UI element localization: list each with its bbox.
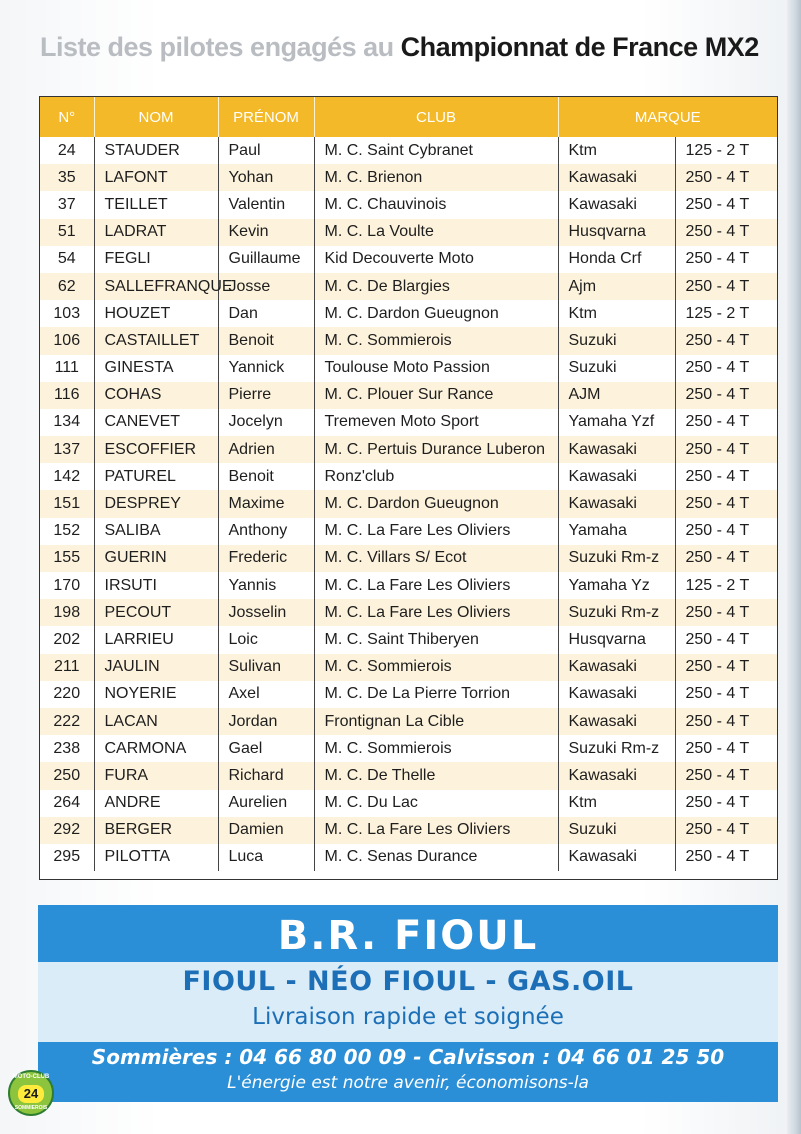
cell-brand: Husqvarna [558,626,675,653]
badge-top-text: MOTO-CLUB [12,1074,50,1080]
cell-brand: Kawasaki [558,654,675,681]
header-name: NOM [94,97,218,137]
table-header-row [40,97,777,137]
cell-name: SALLEFRANQUE [94,273,218,300]
table-row [40,409,777,436]
cell-number: 222 [40,708,94,735]
cell-club: M. C. Dardon Gueugnon [314,490,558,517]
cell-brand: Kawasaki [558,436,675,463]
cell-number: 250 [40,762,94,789]
cell-club: M. C. Chauvinois [314,191,558,218]
cell-name: SALIBA [94,518,218,545]
cell-club: M. C. Sommierois [314,327,558,354]
cell-club: M. C. Dardon Gueugnon [314,300,558,327]
table-row [40,844,777,871]
cell-brand: Ajm [558,273,675,300]
cell-firstname: Richard [218,762,314,789]
cell-number: 151 [40,490,94,517]
cell-firstname: Damien [218,817,314,844]
table-row [40,572,777,599]
cell-club: M. C. Senas Durance [314,844,558,871]
table-row [40,490,777,517]
cell-name: PECOUT [94,599,218,626]
cell-brand: Ktm [558,300,675,327]
table-row [40,626,777,653]
ad-brand: B.R. FIOUL [277,913,539,959]
cell-brand: Suzuki Rm-z [558,735,675,762]
ad-slogan: L'énergie est notre avenir, économisons-la [227,1073,589,1093]
cell-engine: 250 - 4 T [675,599,777,626]
cell-number: 106 [40,327,94,354]
cell-club: M. C. Brienon [314,164,558,191]
cell-brand: Kawasaki [558,681,675,708]
cell-club: M. C. Sommierois [314,735,558,762]
title-part-2: Championnat de France MX2 [400,32,759,62]
cell-engine: 125 - 2 T [675,572,777,599]
cell-engine: 250 - 4 T [675,762,777,789]
cell-number: 238 [40,735,94,762]
cell-engine: 250 - 4 T [675,518,777,545]
cell-name: GUERIN [94,545,218,572]
header-brand: MARQUE [558,97,777,137]
cell-engine: 250 - 4 T [675,708,777,735]
table-row [40,708,777,735]
cell-club: M. C. Du Lac [314,790,558,817]
cell-number: 170 [40,572,94,599]
advertisement [38,905,778,1102]
cell-engine: 250 - 4 T [675,382,777,409]
cell-firstname: Jordan [218,708,314,735]
cell-firstname: Adrien [218,436,314,463]
cell-brand: Yamaha Yzf [558,409,675,436]
table-row [40,191,777,218]
ad-phones: Sommières : 04 66 80 00 09 - Calvisson : 04 66 01 25 50 [91,1045,725,1069]
cell-firstname: Dan [218,300,314,327]
table-row [40,382,777,409]
cell-number: 62 [40,273,94,300]
cell-number: 116 [40,382,94,409]
cell-number: 220 [40,681,94,708]
cell-name: CARMONA [94,735,218,762]
cell-engine: 250 - 4 T [675,626,777,653]
cell-brand: Honda Crf [558,246,675,273]
cell-club: M. C. De La Pierre Torrion [314,681,558,708]
riders-table [39,96,778,880]
cell-club: Frontignan La Cible [314,708,558,735]
cell-engine: 250 - 4 T [675,681,777,708]
cell-name: CANEVET [94,409,218,436]
table-row [40,463,777,490]
table-row [40,518,777,545]
cell-name: PILOTTA [94,844,218,871]
ad-products: FIOUL - NÉO FIOUL - GAS.OIL [182,966,634,997]
cell-name: LARRIEU [94,626,218,653]
table-row [40,273,777,300]
cell-engine: 250 - 4 T [675,490,777,517]
cell-name: HOUZET [94,300,218,327]
cell-name: STAUDER [94,137,218,164]
table-body [40,137,777,871]
cell-number: 103 [40,300,94,327]
cell-club: M. C. La Voulte [314,219,558,246]
cell-brand: Suzuki Rm-z [558,545,675,572]
cell-brand: Suzuki [558,817,675,844]
badge-bottom-text: SOMMIEROIS [14,1105,48,1111]
table-row [40,300,777,327]
cell-number: 134 [40,409,94,436]
cell-name: COHAS [94,382,218,409]
cell-firstname: Axel [218,681,314,708]
cell-firstname: Frederic [218,545,314,572]
cell-firstname: Maxime [218,490,314,517]
table-row [40,817,777,844]
header-club: CLUB [314,97,558,137]
cell-engine: 250 - 4 T [675,790,777,817]
page-number: 24 [18,1085,44,1103]
cell-club: Toulouse Moto Passion [314,355,558,382]
cell-name: LAFONT [94,164,218,191]
cell-firstname: Yannis [218,572,314,599]
cell-brand: Ktm [558,137,675,164]
cell-number: 111 [40,355,94,382]
cell-club: M. C. La Fare Les Oliviers [314,599,558,626]
cell-name: LADRAT [94,219,218,246]
table-row [40,681,777,708]
cell-engine: 125 - 2 T [675,137,777,164]
cell-engine: 250 - 4 T [675,409,777,436]
cell-brand: Kawasaki [558,164,675,191]
cell-name: PATUREL [94,463,218,490]
cell-brand: Yamaha Yz [558,572,675,599]
cell-brand: Suzuki Rm-z [558,599,675,626]
cell-name: LACAN [94,708,218,735]
cell-number: 54 [40,246,94,273]
cell-club: M. C. Saint Thiberyen [314,626,558,653]
cell-club: M. C. La Fare Les Oliviers [314,572,558,599]
cell-firstname: Yohan [218,164,314,191]
cell-engine: 250 - 4 T [675,545,777,572]
cell-number: 155 [40,545,94,572]
cell-brand: Suzuki [558,327,675,354]
cell-number: 211 [40,654,94,681]
header-number: N° [40,97,94,137]
cell-name: IRSUTI [94,572,218,599]
cell-club: M. C. Villars S/ Ecot [314,545,558,572]
cell-firstname: Paul [218,137,314,164]
table-row [40,355,777,382]
cell-brand: Kawasaki [558,191,675,218]
cell-number: 152 [40,518,94,545]
cell-club: M. C. La Fare Les Oliviers [314,817,558,844]
table-row [40,654,777,681]
cell-number: 37 [40,191,94,218]
cell-firstname: Gael [218,735,314,762]
cell-number: 202 [40,626,94,653]
cell-brand: AJM [558,382,675,409]
cell-engine: 250 - 4 T [675,735,777,762]
cell-club: M. C. Sommierois [314,654,558,681]
table-row [40,762,777,789]
cell-engine: 250 - 4 T [675,844,777,871]
cell-engine: 250 - 4 T [675,817,777,844]
cell-engine: 250 - 4 T [675,273,777,300]
cell-club: M. C. Saint Cybranet [314,137,558,164]
cell-number: 51 [40,219,94,246]
cell-number: 264 [40,790,94,817]
cell-firstname: Jocelyn [218,409,314,436]
cell-firstname: Benoit [218,327,314,354]
page-edge-decoration [787,0,801,1134]
cell-firstname: Anthony [218,518,314,545]
cell-name: FEGLI [94,246,218,273]
cell-name: FURA [94,762,218,789]
cell-engine: 125 - 2 T [675,300,777,327]
cell-number: 24 [40,137,94,164]
cell-firstname: Loic [218,626,314,653]
cell-engine: 250 - 4 T [675,246,777,273]
table-row [40,790,777,817]
table-row [40,545,777,572]
cell-club: Tremeven Moto Sport [314,409,558,436]
cell-firstname: Sulivan [218,654,314,681]
cell-club: M. C. Pertuis Durance Luberon [314,436,558,463]
cell-firstname: Benoit [218,463,314,490]
cell-club: Ronz'club [314,463,558,490]
cell-name: ANDRE [94,790,218,817]
table-row [40,735,777,762]
cell-brand: Kawasaki [558,708,675,735]
ad-band [38,962,778,1042]
cell-club: M. C. De Thelle [314,762,558,789]
cell-club: M. C. La Fare Les Oliviers [314,518,558,545]
cell-name: CASTAILLET [94,327,218,354]
cell-firstname: Aurelien [218,790,314,817]
cell-firstname: Josse [218,273,314,300]
table-row [40,436,777,463]
cell-firstname: Luca [218,844,314,871]
cell-brand: Kawasaki [558,490,675,517]
cell-firstname: Kevin [218,219,314,246]
cell-firstname: Pierre [218,382,314,409]
cell-engine: 250 - 4 T [675,219,777,246]
table-row [40,137,777,164]
cell-name: BERGER [94,817,218,844]
header-firstname: PRÉNOM [218,97,314,137]
cell-engine: 250 - 4 T [675,436,777,463]
cell-brand: Kawasaki [558,463,675,490]
cell-engine: 250 - 4 T [675,164,777,191]
page-title [40,32,770,72]
cell-firstname: Josselin [218,599,314,626]
table-row [40,164,777,191]
table-row [40,219,777,246]
cell-brand: Ktm [558,790,675,817]
cell-brand: Yamaha [558,518,675,545]
page-number-badge [8,1070,54,1116]
cell-club: M. C. Plouer Sur Rance [314,382,558,409]
table-row [40,599,777,626]
cell-club: Kid Decouverte Moto [314,246,558,273]
cell-number: 137 [40,436,94,463]
cell-firstname: Valentin [218,191,314,218]
table-row [40,246,777,273]
cell-name: TEILLET [94,191,218,218]
cell-number: 292 [40,817,94,844]
cell-firstname: Yannick [218,355,314,382]
cell-name: GINESTA [94,355,218,382]
cell-firstname: Guillaume [218,246,314,273]
cell-number: 295 [40,844,94,871]
cell-engine: 250 - 4 T [675,654,777,681]
ad-delivery: Livraison rapide et soignée [252,1004,564,1030]
cell-engine: 250 - 4 T [675,355,777,382]
cell-brand: Kawasaki [558,762,675,789]
cell-name: JAULIN [94,654,218,681]
table-row [40,327,777,354]
cell-number: 35 [40,164,94,191]
cell-name: ESCOFFIER [94,436,218,463]
cell-brand: Suzuki [558,355,675,382]
cell-brand: Kawasaki [558,844,675,871]
cell-club: M. C. De Blargies [314,273,558,300]
cell-brand: Husqvarna [558,219,675,246]
cell-name: NOYERIE [94,681,218,708]
cell-number: 198 [40,599,94,626]
cell-name: DESPREY [94,490,218,517]
cell-engine: 250 - 4 T [675,191,777,218]
title-part-1: Liste des pilotes engagés au [40,32,394,62]
cell-number: 142 [40,463,94,490]
cell-engine: 250 - 4 T [675,463,777,490]
cell-engine: 250 - 4 T [675,327,777,354]
